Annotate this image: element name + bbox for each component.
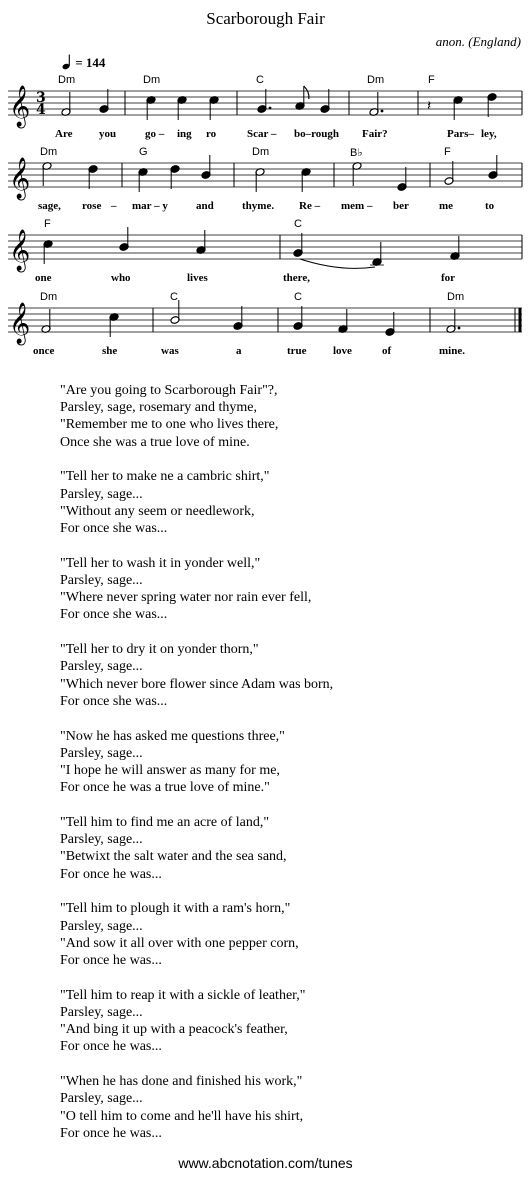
chord-symbol: F bbox=[44, 218, 51, 230]
lyric-syllable: and bbox=[196, 200, 214, 212]
verse-line: Parsley, sage... bbox=[60, 486, 143, 502]
svg-text:𝄞: 𝄞 bbox=[9, 303, 31, 344]
verse-line: For once she was... bbox=[60, 521, 168, 537]
verse bbox=[60, 555, 333, 624]
lyric-syllable: mine. bbox=[439, 345, 465, 357]
lyrics-verses bbox=[60, 382, 333, 1160]
source-url-footer: www.abcnotation.com/tunes bbox=[178, 1155, 353, 1171]
lyric-syllable: lives bbox=[187, 272, 208, 284]
chord-symbol: F bbox=[428, 74, 435, 86]
chord-symbol: G bbox=[139, 146, 148, 158]
chord-symbol: Dm bbox=[143, 74, 161, 86]
verse-line: "And sow it all over with one pepper corn, bbox=[60, 935, 299, 951]
lyric-syllable: ley, bbox=[481, 128, 497, 140]
svg-text:𝄞: 𝄞 bbox=[9, 86, 31, 127]
lyric-syllable: Re – bbox=[299, 200, 321, 212]
verse-line: Parsley, sage... bbox=[60, 1091, 143, 1107]
verse bbox=[60, 987, 333, 1056]
svg-text:𝄽: 𝄽 bbox=[427, 98, 432, 114]
lyric-syllable: was bbox=[161, 345, 179, 357]
lyric-syllable: thyme. bbox=[242, 200, 275, 212]
verse-line: "Tell her to make ne a cambric shirt," bbox=[60, 469, 270, 485]
verse-line: "And bing it up with a peacock's feather, bbox=[60, 1022, 288, 1038]
verse-line: Parsley, sage... bbox=[60, 918, 143, 934]
verse-line: "Without any seem or needlework, bbox=[60, 503, 255, 519]
verse-line: "Tell her to wash it in yonder well," bbox=[60, 555, 261, 571]
composer-credit: anon. (England) bbox=[435, 34, 521, 49]
verse-line: "Tell him to plough it with a ram's horn," bbox=[60, 901, 291, 917]
lyric-syllable: she bbox=[102, 345, 118, 357]
lyric-syllable: once bbox=[33, 345, 55, 357]
chord-symbol: C bbox=[294, 291, 302, 303]
chord-symbol: Dm bbox=[367, 74, 385, 86]
lyric-syllable: ro bbox=[206, 128, 217, 140]
verse bbox=[60, 641, 333, 710]
chord-symbol: Dm bbox=[447, 291, 465, 303]
verse-line: Parsley, sage... bbox=[60, 573, 143, 589]
svg-text:3: 3 bbox=[36, 90, 46, 106]
lyric-syllable: mar – y bbox=[132, 200, 168, 212]
lyric-syllable: go – bbox=[145, 128, 165, 140]
chord-symbol: Dm bbox=[58, 74, 76, 86]
verse bbox=[60, 1073, 333, 1142]
lyric-syllable: ber bbox=[393, 200, 409, 212]
chord-symbol: C bbox=[170, 291, 178, 303]
verse-line: "Where never spring water nor rain ever fell, bbox=[60, 590, 312, 606]
lyric-syllable: true bbox=[287, 345, 307, 357]
verse bbox=[60, 468, 333, 537]
lyric-syllable: ing bbox=[177, 128, 192, 140]
svg-text:𝄞: 𝄞 bbox=[9, 158, 31, 199]
lyric-syllable: who bbox=[111, 272, 131, 284]
lyric-syllable: one bbox=[35, 272, 52, 284]
chord-symbol: Dm bbox=[40, 146, 58, 158]
verse-line: "Tell her to dry it on yonder thorn," bbox=[60, 642, 259, 658]
svg-text:𝄞: 𝄞 bbox=[9, 230, 31, 271]
verse-line: "Remember me to one who lives there, bbox=[60, 417, 279, 433]
lyric-syllable: Are bbox=[55, 128, 73, 140]
chord-symbol: C bbox=[294, 218, 302, 230]
verse-line: Parsley, sage, rosemary and thyme, bbox=[60, 400, 257, 416]
verse-line: For once he was... bbox=[60, 866, 162, 882]
lyric-syllable: of bbox=[382, 345, 392, 357]
chord-symbol: Dm bbox=[40, 291, 58, 303]
verse-line: Parsley, sage... bbox=[60, 745, 143, 761]
verse-line: "Tell him to reap it with a sickle of leather," bbox=[60, 987, 306, 1003]
lyric-syllable: a bbox=[236, 345, 242, 357]
lyric-syllable: there, bbox=[283, 272, 310, 284]
verse-line: "O tell him to come and he'll have his shirt, bbox=[60, 1108, 304, 1124]
lyric-syllable: you bbox=[99, 128, 117, 140]
lyric-syllable: to bbox=[485, 200, 495, 212]
chord-symbol: Dm bbox=[252, 146, 270, 158]
verse-line: Parsley, sage... bbox=[60, 1005, 143, 1021]
verse-line: For once he was... bbox=[60, 1125, 162, 1141]
lyric-syllable: bo–rough bbox=[294, 128, 340, 140]
chord-symbol: B♭ bbox=[350, 147, 363, 159]
lyric-syllable: Scar – bbox=[247, 128, 277, 140]
verse-line: "Now he has asked me questions three," bbox=[60, 728, 285, 744]
verse bbox=[60, 728, 333, 797]
verse-line: "When he has done and finished his work," bbox=[60, 1074, 303, 1090]
sheet-music-staves bbox=[0, 0, 531, 370]
svg-text:4: 4 bbox=[36, 102, 46, 118]
lyric-syllable: for bbox=[441, 272, 456, 284]
lyric-syllable: me bbox=[439, 200, 454, 212]
chord-symbol: C bbox=[256, 74, 264, 86]
tempo-value: = 144 bbox=[75, 55, 106, 70]
lyric-syllable: mem – bbox=[341, 200, 373, 212]
verse-line: For once she was... bbox=[60, 607, 168, 623]
verse-line: Parsley, sage... bbox=[60, 659, 143, 675]
verse-line: For once he was... bbox=[60, 953, 162, 969]
verse bbox=[60, 814, 333, 883]
lyric-syllable: Fair? bbox=[362, 128, 388, 140]
song-title: Scarborough Fair bbox=[206, 9, 325, 28]
verse-line: "Are you going to Scarborough Fair"?, bbox=[60, 383, 278, 398]
verse-line: "Tell him to find me an acre of land," bbox=[60, 815, 270, 831]
verse bbox=[60, 382, 333, 451]
verse-line: Once she was a true love of mine. bbox=[60, 434, 250, 450]
verse-line: For once he was a true love of mine." bbox=[60, 780, 270, 796]
verse-line: "I hope he will answer as many for me, bbox=[60, 763, 280, 779]
verse-line: "Betwixt the salt water and the sea sand, bbox=[60, 849, 287, 865]
lyric-syllable: rose bbox=[82, 200, 102, 212]
verse-line: For once she was... bbox=[60, 693, 168, 709]
verse-line: Parsley, sage... bbox=[60, 832, 143, 848]
verse-line: "Which never bore flower since Adam was born, bbox=[60, 676, 334, 692]
lyric-syllable: Pars– bbox=[447, 128, 474, 140]
verse-line: For once he was... bbox=[60, 1039, 162, 1055]
chord-symbol: F bbox=[444, 146, 451, 158]
lyric-syllable: love bbox=[333, 345, 352, 357]
lyric-syllable: – bbox=[111, 200, 117, 212]
lyric-syllable: sage, bbox=[38, 200, 61, 212]
verse bbox=[60, 900, 333, 969]
